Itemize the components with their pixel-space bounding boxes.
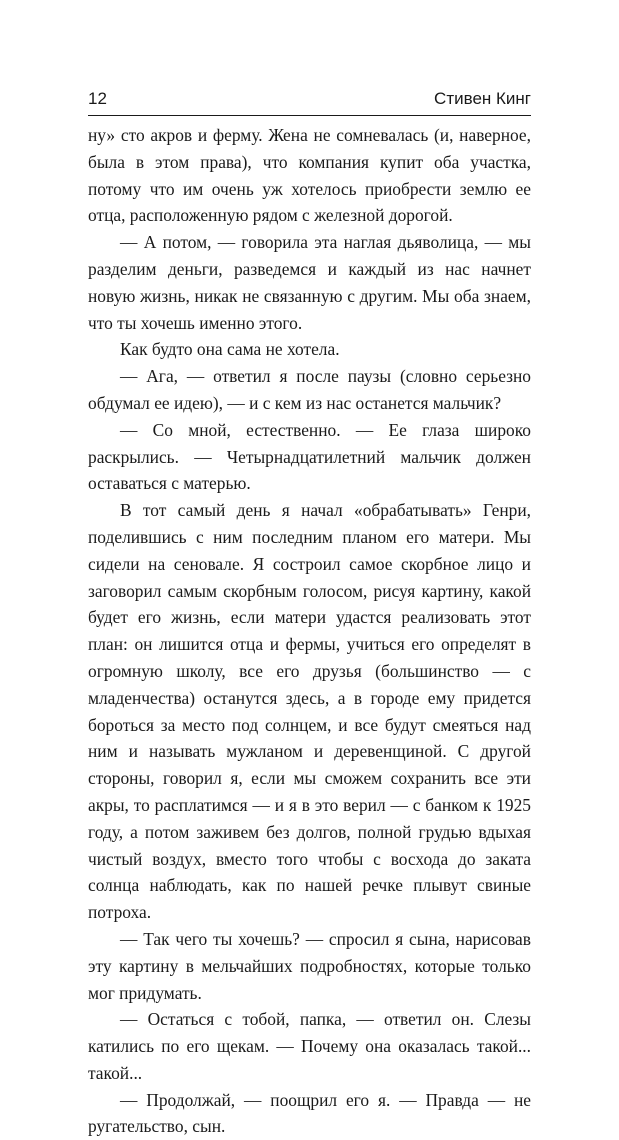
paragraph: — Остаться с тобой, папка, — ответил он. Слезы катились по его щекам. — Почему она оказалась такой... такой... — [88, 1009, 531, 1083]
running-header — [88, 88, 531, 110]
paragraph: В тот самый день я начал «обрабатывать» Генри, поделившись с ним последним планом его матери. Мы сидели на сеновале. Я состроил самое скорбное лицо и заговорил самым скорбным голосом, рисуя картину, какой будет его жизнь, если матери удастся реализовать этот план: он лишится отца и фермы, учиться его определят в огромную школу, все его друзья (большинство — с младенчества) останутся здесь, а в городе ему придется бороться за место под солнцем, и все будут смеяться над ним и называть мужланом и деревенщиной. С другой стороны, говорил я, если мы сможем сохранить все эти акры, то расплатимся — и я в это верил — с банком к 1925 году, а потом заживем без долгов, полной грудью вдыхая чистый воздух, вместо того чтобы с восхода до заката солнца наблюдать, как по нашей речке плывут свиные потроха. — [88, 500, 531, 923]
running-header-author: Стивен Кинг — [434, 89, 531, 108]
paragraph: — Продолжай, — поощрил его я. — Правда — не ругательство, сын. — [88, 1089, 531, 1137]
page-number: 12 — [88, 89, 107, 108]
paragraph: Как будто она сама не хотела. — [120, 339, 340, 360]
paragraph: — Со мной, естественно. — Ее глаза широко раскрылись. — Четырнадцатилетний мальчик должен оставаться с матерью. — [88, 419, 531, 494]
paragraph-continuation: ну» сто акров и ферму. Жена не сомневалась (и, наверное, была в этом права), что компания купит оба участка, потому что им очень уж хотелось приобрести землю ее отца, расположенную рядом с железной дорогой. — [88, 125, 531, 226]
paragraph: — Так чего ты хочешь? — спросил я сына, нарисовав эту картину в мельчайших подробностях, которые только мог придумать. — [88, 928, 531, 1003]
paragraph: — А потом, — говорила эта наглая дьяволица, — мы разделим деньги, разведемся и каждый из нас начнет новую жизнь, никак не связанную с другим. Мы оба знаем, что ты хочешь именно этого. — [88, 232, 531, 333]
body-text — [88, 122, 531, 1140]
paragraph: — Ага, — ответил я после паузы (словно серьезно обдумал ее идею), — и с кем из нас останется мальчик? — [88, 366, 531, 413]
header-rule — [88, 115, 531, 116]
